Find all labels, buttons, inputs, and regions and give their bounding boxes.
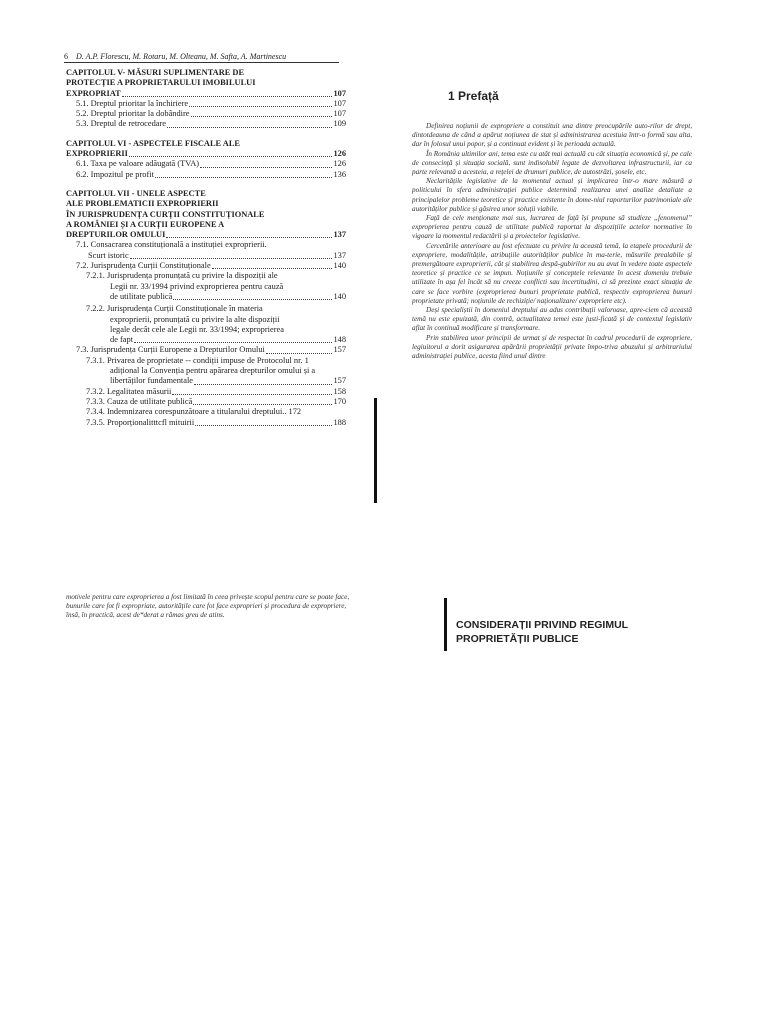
toc-chapter-title-line: CAPITOLUL V- MĂSURI SUPLIMENTARE DE <box>66 68 245 77</box>
preface-paragraph: În România ultimilor ani, tema este cu atât mai actuală cu cât situația economică și, pe cale de consecință și situația socială, sunt indisolubil legate de dezvoltarea infrastructurii, iar ca parte relevantă a acesteia, a rețelei de drumuri publice, de autostrăzi, șosele, etc. <box>412 149 692 177</box>
preface-paragraph: Prin stabilirea unor principii de urmat și de respectat în cadrul procedurii de expropriere, legiuitorul a dorit asigurarea apărării proprietății private împo-triva abuzului și arbitrariului administrației publice, acesta fiind unul dintre <box>412 333 692 361</box>
toc-chapter-6 <box>66 139 346 160</box>
preface-paragraph: Deși specialiștii în domeniul dreptului au adus contribuții valoroase, apre-ciem că această temă nu este epuizată, din contră, actualitatea temei este justi-ficată și de contextul legislativ aflat în continuă modificare și transformare. <box>412 306 692 333</box>
toc-page-number: 137 <box>333 230 346 240</box>
toc-chapter-title-line: DREPTURILOR OMULUI <box>66 230 166 240</box>
toc-entry: 7.3.5. Proporționalitttcfl mituirii 188 <box>86 417 346 427</box>
toc-entry: 7.3.2. Legalitatea măsurii 158 <box>86 386 346 396</box>
toc-page-number: 126 <box>333 149 346 159</box>
toc-chapter-title-line: ÎN JURISPRUDENȚA CURȚII CONSTITUȚIONALE <box>66 209 265 219</box>
page-number: 6 <box>64 52 68 61</box>
toc-chapter-7 <box>66 189 346 240</box>
toc-entry: 7.3.3. Cauza de utilitate publică 170 <box>86 396 346 406</box>
section-title-line: PROPRIETĂȚII PUBLICE <box>456 633 579 645</box>
toc-entry: 7.2.2. Jurisprudența Curții Constituționale în materia exproprierii, pronunțată cu privire la alte dispoziții legale decât cele ale Legii nr. 33/1994; exproprierea de fapt 148 <box>86 304 346 345</box>
table-of-contents <box>66 68 346 428</box>
preface-paragraph: Definirea noțiunii de expropriere a constituit una dintre preocupările auto-rilor de drept, dintotdeauna de când a apărut noțiunea de stat și administrarea acestuia într-o formă sau alta, dar în folosul unui popor, și a continuat evident și în perioada actuală. <box>412 122 692 149</box>
toc-entry: 6.1. Taxa pe valoare adăugată (TVA) 126 <box>76 159 346 169</box>
section-title-line: CONSIDERAȚII PRIVIND REGIMUL <box>456 619 629 631</box>
preface-body <box>412 122 692 361</box>
continuation-paragraph: motivele pentru care exproprierea a fost limitată în ceea privește scopul pentru care se poate face, bunurile care fot fi expropriate, autoritățile care fot face exproprieri și procedura de expropriere, însă, în practică, acest de*derat a rămas greu de atins. <box>66 593 350 620</box>
toc-chapter-title-line: EXPROPRIAT <box>66 88 121 98</box>
continuation-text <box>66 593 352 621</box>
toc-entry: 7.2.1. Jurisprudența pronunțată cu privire la dispoziții ale Legii nr. 33/1994 privind exproprierea pentru cauză de utilitate publică 140 <box>86 271 346 301</box>
vertical-rule <box>444 598 447 651</box>
section-title <box>456 618 656 646</box>
toc-entry: 7.3.1. Privarea de proprietate -- condiții impuse de Protocolul nr. 1 adițional la Convenția pentru apărarea drepturilor omului și a libertăților fundamentale 157 <box>86 355 346 386</box>
header-authors: D. A.P. Florescu, M. Rotaru, M. Olteanu, M. Safta, A. Martinescu <box>76 52 287 61</box>
toc-chapter-title-line: PROTECȚIE A PROPRIETARULUI IMOBILULUI <box>66 78 256 88</box>
preface-title: 1 Prefață <box>448 89 499 103</box>
toc-entry: 5.1. Dreptul prioritar la închiriere 107 <box>76 98 346 108</box>
toc-entry: 7.1. Consacrarea constituțională a instituției exproprierii. Scurt istoric 137 <box>76 240 346 260</box>
toc-chapter-title-line: EXPROPRIERII <box>66 149 128 159</box>
toc-chapter-title-line: CAPITOLUL VII - UNELE ASPECTE <box>66 188 206 198</box>
preface-paragraph: Față de cele menționate mai sus, lucrarea de față își propune să studieze „fenomenul” exproprierea pentru cauză de utilitate publică raportat la dispozițiile actelor normative în vigoare la momentul redactării și a proiectelor legislative. <box>412 214 692 241</box>
toc-chapter-5 <box>66 68 346 99</box>
toc-entry: 5.3. Dreptul de retrocedare 109 <box>76 119 346 129</box>
toc-entry: 7.3.4. Indemnizarea corespunzătoare a titularului dreptului.. 172 <box>86 407 302 417</box>
toc-chapter-title-line: CAPITOLUL VI - ASPECTELE FISCALE ALE <box>66 138 240 148</box>
toc-chapter-title-line: A ROMÂNIEI ȘI A CURȚII EUROPENE A <box>66 219 225 229</box>
preface-paragraph: Cercetările anterioare au fost efectuate cu privire la această temă, la etapele procedurii de expropriere, modalitățile, atribuțiile autorităților publice în ma-terie, măsurile prealabile și premergătoare exproprierii, cât și stabilirea despă-gubirilor nu au avut în vedere toate aspectele teoretice și practice ce se impun. Noțiunile și conceptele relevante în acest domeniu trebuie utilizate în așa fel încât să nu creeze conflicti sau incertitudini, ci să prezinte exact situația de care se face vorbire (exproprierea bunuri proprietate publică, respectiv exproprierea bunuri proprietate privată; noțiunile de rechiziție/ naționalizare/ expropriere etc). <box>412 241 692 305</box>
vertical-rule <box>374 398 377 503</box>
toc-page-number: 107 <box>333 88 346 98</box>
toc-entry: 6.2. Impozitul pe profit 136 <box>76 169 346 179</box>
running-header <box>64 52 339 63</box>
toc-entry: 7.2. Jurisprudența Curții Constituționale 140 <box>76 261 346 271</box>
toc-entry: 5.2. Dreptul prioritar la dobândire 107 <box>76 109 346 119</box>
toc-entry: 7.3. Jurisprudența Curții Europene a Drepturilor Omului 157 <box>76 345 346 355</box>
preface-paragraph: Neclaritățile legislative de la momentul actual și implicarea într-o mare măsură a politicului în sfera administrației publice determină realizarea unei analize detaliate a principalelor probleme teoretice și practice existente în dome-niul raporturilor patrimoniale ale autorităților publice și găsirea unor soluții viabile. <box>412 177 692 213</box>
toc-chapter-title-line: ALE PROBLEMATICII EXPROPRIERII <box>66 199 219 209</box>
